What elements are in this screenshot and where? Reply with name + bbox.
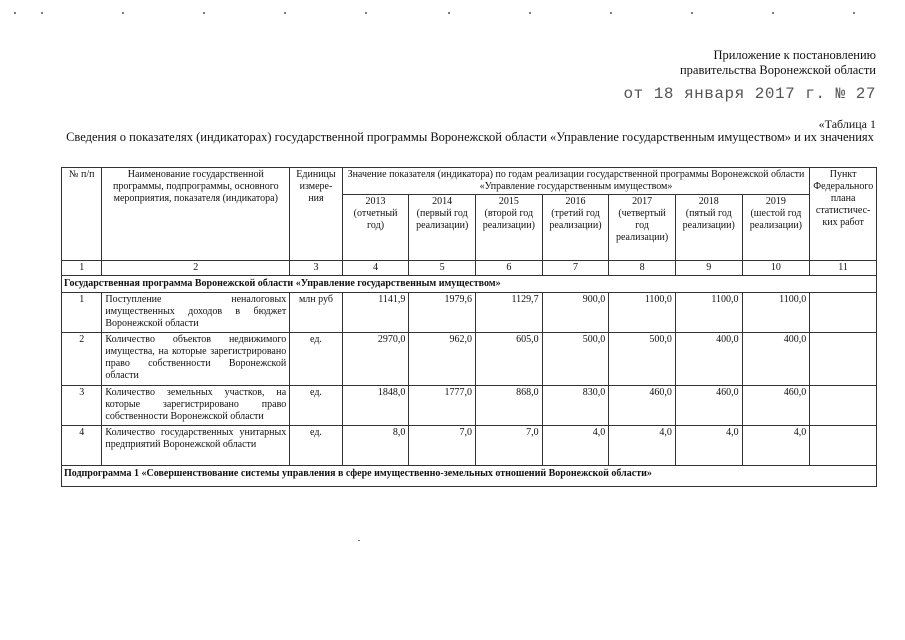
row-value: 460,0	[609, 386, 676, 426]
row-value: 400,0	[675, 333, 742, 386]
year-header	[742, 195, 810, 261]
row-value: 500,0	[609, 333, 676, 386]
year-note: (четвертый год реализации)	[616, 208, 669, 243]
row-value: 400,0	[742, 333, 810, 386]
row-value: 868,0	[476, 386, 543, 426]
row-value: 605,0	[476, 333, 543, 386]
table-label: «Таблица 1	[818, 117, 876, 131]
year-label: 2019	[765, 196, 786, 207]
year-header	[542, 195, 609, 261]
scan-mark	[358, 540, 360, 541]
column-number: 5	[409, 261, 476, 276]
row-unit: ед.	[290, 386, 343, 426]
row-unit: млн руб	[290, 293, 343, 333]
row-value: 4,0	[742, 426, 810, 466]
row-value: 1979,6	[409, 293, 476, 333]
year-label: 2017	[632, 196, 653, 207]
row-plan	[810, 333, 877, 386]
row-num: 1	[62, 293, 102, 333]
row-value: 1777,0	[409, 386, 476, 426]
column-number: 1	[62, 261, 102, 276]
row-value: 460,0	[675, 386, 742, 426]
year-label: 2015	[498, 196, 519, 207]
row-value: 1141,9	[342, 293, 409, 333]
header-unit: Единицы измере-ния	[290, 168, 343, 261]
year-header	[409, 195, 476, 261]
row-value: 1100,0	[609, 293, 676, 333]
row-value: 1100,0	[675, 293, 742, 333]
row-value: 7,0	[409, 426, 476, 466]
column-number: 9	[675, 261, 742, 276]
column-number: 10	[742, 261, 810, 276]
header-row	[62, 168, 877, 195]
row-plan	[810, 386, 877, 426]
header-values-group: Значение показателя (индикатора) по годам реализации государственной программы Воронежской области «Управление государственным имуществом»	[342, 168, 810, 195]
column-number: 7	[542, 261, 609, 276]
row-value: 2970,0	[342, 333, 409, 386]
row-value: 7,0	[476, 426, 543, 466]
column-number: 4	[342, 261, 409, 276]
year-note: (третий год реализации)	[549, 208, 602, 231]
column-numbers-row	[62, 261, 877, 276]
row-num: 2	[62, 333, 102, 386]
column-number: 8	[609, 261, 676, 276]
document-heading: Сведения о показателях (индикаторах) государственной программы Воронежской области «Управление государственным имуществом» и их значениях	[66, 130, 874, 144]
table-row	[62, 386, 877, 426]
row-value: 500,0	[542, 333, 609, 386]
column-number: 3	[290, 261, 343, 276]
scan-dots	[0, 12, 905, 20]
header-plan: Пункт Федерального плана статистичес-ких работ	[810, 168, 877, 261]
program-title-row	[62, 276, 877, 293]
row-plan	[810, 293, 877, 333]
decree-stamp: от 18 января 2017 г. № 27	[623, 85, 876, 103]
year-header	[675, 195, 742, 261]
row-value: 4,0	[609, 426, 676, 466]
appendix-line-1: Приложение к постановлению	[713, 48, 876, 62]
subprogram-title-row	[62, 466, 877, 487]
row-value: 460,0	[742, 386, 810, 426]
row-name: Количество объектов недвижимого имущества, на которые зарегистрировано право собственности Воронежской области	[102, 333, 290, 386]
row-name: Поступление неналоговых имущественных доходов в бюджет Воронежской области	[102, 293, 290, 333]
year-note: (отчетный год)	[353, 208, 398, 231]
year-note: (пятый год реализации)	[682, 208, 735, 231]
row-value: 1100,0	[742, 293, 810, 333]
row-value: 830,0	[542, 386, 609, 426]
row-unit: ед.	[290, 426, 343, 466]
year-header	[609, 195, 676, 261]
header-num: № п/п	[62, 168, 102, 261]
row-value: 1129,7	[476, 293, 543, 333]
row-value: 4,0	[542, 426, 609, 466]
year-note: (шестой год реализации)	[749, 208, 802, 231]
row-unit: ед.	[290, 333, 343, 386]
column-number: 2	[102, 261, 290, 276]
header-name: Наименование государственной программы, подпрограммы, основного мероприятия, показателя (индикатора)	[102, 168, 290, 261]
row-value: 900,0	[542, 293, 609, 333]
year-header	[476, 195, 543, 261]
year-label: 2016	[565, 196, 586, 207]
row-num: 3	[62, 386, 102, 426]
row-name: Количество государственных унитарных предприятий Воронежской области	[102, 426, 290, 466]
row-name: Количество земельных участков, на которые зарегистрировано право собственности Воронежской области	[102, 386, 290, 426]
subprogram-title: Подпрограмма 1 «Совершенствование системы управления в сфере имущественно-земельных отношений Воронежской области»	[62, 466, 877, 487]
year-note: (первый год реализации)	[416, 208, 469, 231]
table-row	[62, 333, 877, 386]
appendix-header	[680, 48, 876, 78]
year-label: 2014	[432, 196, 453, 207]
column-number: 6	[476, 261, 543, 276]
year-note: (второй год реализации)	[482, 208, 535, 231]
year-header	[342, 195, 409, 261]
indicators-table	[61, 167, 877, 487]
year-label: 2013	[365, 196, 386, 207]
program-title: Государственная программа Воронежской области «Управление государственным имуществом»	[62, 276, 877, 293]
year-label: 2018	[698, 196, 719, 207]
row-num: 4	[62, 426, 102, 466]
row-plan	[810, 426, 877, 466]
table-row	[62, 293, 877, 333]
row-value: 1848,0	[342, 386, 409, 426]
row-value: 8,0	[342, 426, 409, 466]
appendix-line-2: правительства Воронежской области	[679, 63, 876, 77]
column-number: 11	[810, 261, 877, 276]
table-row	[62, 426, 877, 466]
row-value: 4,0	[675, 426, 742, 466]
row-value: 962,0	[409, 333, 476, 386]
